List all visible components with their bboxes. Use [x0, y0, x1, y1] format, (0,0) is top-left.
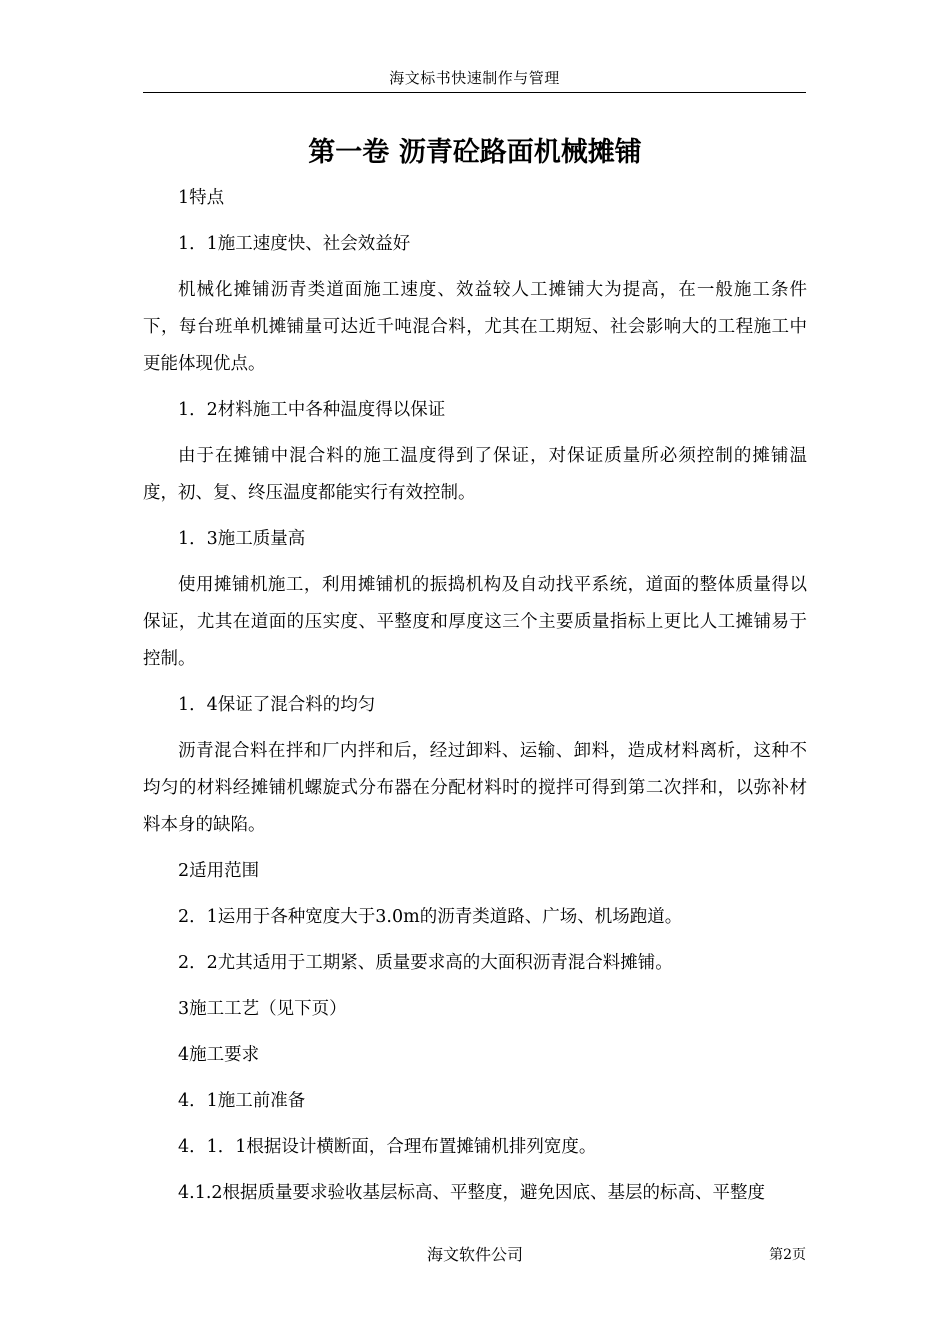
subsection-heading: 1．4保证了混合料的均匀 [178, 695, 376, 715]
subsection-heading: 2．2尤其适用于工期紧、质量要求高的大面积沥青混合料摊铺。 [178, 953, 673, 973]
subsection-heading: 1．1施工速度快、社会效益好 [178, 234, 411, 254]
body-paragraph: 机械化摊铺沥青类道面施工速度、效益较人工摊铺大为提高，在一般施工条件下，每台班单机摊铺量可达近千吨混合料，尤其在工期短、社会影响大的工程施工中更能体现优点。 [143, 280, 807, 374]
section-heading: 1特点 [178, 188, 225, 208]
section-heading: 2适用范围 [178, 861, 260, 881]
subsection-item: 4.1.2根据质量要求验收基层标高、平整度，避免因底、基层的标高、平整度 [178, 1183, 766, 1203]
subsection-heading: 1．3施工质量高 [178, 529, 306, 549]
page-number: 第2页 [769, 1247, 806, 1263]
subsection-heading: 4．1施工前准备 [178, 1091, 306, 1111]
subsection-item: 4．1．1根据设计横断面，合理布置摊铺机排列宽度。 [178, 1137, 597, 1157]
document-body [143, 180, 807, 1221]
page-header: 海文标书快速制作与管理 [143, 64, 806, 93]
subsection-heading: 2．1运用于各种宽度大于3.0m的沥青类道路、广场、机场跑道。 [178, 907, 683, 927]
section-heading: 3施工工艺（见下页） [178, 999, 347, 1019]
body-paragraph: 沥青混合料在拌和厂内拌和后，经过卸料、运输、卸料，造成材料离析，这种不均匀的材料经摊铺机螺旋式分布器在分配材料时的搅拌可得到第二次拌和，以弥补材料本身的缺陷。 [143, 741, 807, 835]
footer-company: 海文软件公司 [426, 1245, 523, 1264]
subsection-heading: 1．2材料施工中各种温度得以保证 [178, 400, 446, 420]
document-title: 第一卷 沥青砼路面机械摊铺 [308, 137, 642, 168]
body-paragraph: 使用摊铺机施工，利用摊铺机的振捣机构及自动找平系统，道面的整体质量得以保证，尤其在道面的压实度、平整度和厚度这三个主要质量指标上更比人工摊铺易于控制。 [143, 575, 807, 669]
section-heading: 4施工要求 [178, 1045, 260, 1065]
body-paragraph: 由于在摊铺中混合料的施工温度得到了保证，对保证质量所必须控制的摊铺温度，初、复、终压温度都能实行有效控制。 [143, 446, 807, 503]
